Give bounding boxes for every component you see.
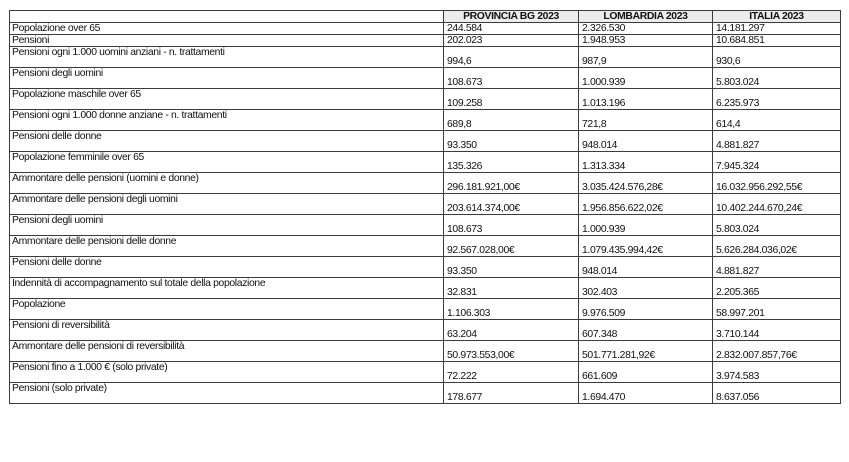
table-row: [10, 68, 841, 89]
table-row: [10, 110, 841, 131]
value-italia: 4.881.827: [713, 131, 841, 152]
value-lombardia: 948.014: [579, 131, 713, 152]
value-lombardia: 948.014: [579, 257, 713, 278]
value-italia: 930,6: [713, 47, 841, 68]
value-italia: 4.881.827: [713, 257, 841, 278]
value-provincia-bg: 93.350: [444, 131, 579, 152]
value-lombardia: 721,8: [579, 110, 713, 131]
value-italia: 10.402.244.670,24€: [713, 194, 841, 215]
table-header-row: [10, 11, 841, 23]
value-provincia-bg: 109.258: [444, 89, 579, 110]
row-label: Pensioni (solo private): [10, 383, 444, 404]
row-label: Pensioni degli uomini: [10, 215, 444, 236]
value-italia: 6.235.973: [713, 89, 841, 110]
row-label: Ammontare delle pensioni degli uomini: [10, 194, 444, 215]
table-row: [10, 257, 841, 278]
value-provincia-bg: 689,8: [444, 110, 579, 131]
row-label: Ammontare delle pensioni (uomini e donne): [10, 173, 444, 194]
value-provincia-bg: 72.222: [444, 362, 579, 383]
value-lombardia: 9.976.509: [579, 299, 713, 320]
value-provincia-bg: 92.567.028,00€: [444, 236, 579, 257]
value-italia: 10.684.851: [713, 35, 841, 47]
table-row: [10, 215, 841, 236]
value-lombardia: 987,9: [579, 47, 713, 68]
table-row: [10, 152, 841, 173]
value-provincia-bg: 1.106.303: [444, 299, 579, 320]
row-label: Pensioni delle donne: [10, 257, 444, 278]
value-provincia-bg: 50.973.553,00€: [444, 341, 579, 362]
header-provincia-bg: PROVINCIA BG 2023: [444, 11, 579, 23]
value-italia: 3.710.144: [713, 320, 841, 341]
header-italia: ITALIA 2023: [713, 11, 841, 23]
pension-statistics-table: [9, 10, 841, 404]
value-provincia-bg: 108.673: [444, 68, 579, 89]
value-lombardia: 661.609: [579, 362, 713, 383]
value-italia: 2.832.007.857,76€: [713, 341, 841, 362]
value-lombardia: 1.694.470: [579, 383, 713, 404]
row-label: Ammontare delle pensioni delle donne: [10, 236, 444, 257]
table-row: [10, 341, 841, 362]
table-row: [10, 278, 841, 299]
row-label: Popolazione over 65: [10, 23, 444, 35]
table-row: [10, 173, 841, 194]
row-label: Pensioni degli uomini: [10, 68, 444, 89]
row-label: Pensioni di reversibilità: [10, 320, 444, 341]
table-row: [10, 23, 841, 35]
value-lombardia: 607.348: [579, 320, 713, 341]
table-row: [10, 131, 841, 152]
table-row: [10, 383, 841, 404]
row-label: Popolazione: [10, 299, 444, 320]
value-lombardia: 302.403: [579, 278, 713, 299]
value-provincia-bg: 32.831: [444, 278, 579, 299]
value-provincia-bg: 296.181.921,00€: [444, 173, 579, 194]
table-row: [10, 362, 841, 383]
table-row: [10, 89, 841, 110]
row-label: Pensioni ogni 1.000 donne anziane - n. trattamenti: [10, 110, 444, 131]
value-italia: 5.803.024: [713, 68, 841, 89]
row-label: Pensioni fino a 1.000 € (solo private): [10, 362, 444, 383]
value-lombardia: 1.013.196: [579, 89, 713, 110]
value-lombardia: 1.313.334: [579, 152, 713, 173]
value-italia: 16.032.956.292,55€: [713, 173, 841, 194]
table-row: [10, 35, 841, 47]
value-lombardia: 501.771.281,92€: [579, 341, 713, 362]
table-row: [10, 47, 841, 68]
value-provincia-bg: 203.614.374,00€: [444, 194, 579, 215]
row-label: Pensioni ogni 1.000 uomini anziani - n. trattamenti: [10, 47, 444, 68]
row-label: Ammontare delle pensioni di reversibilità: [10, 341, 444, 362]
row-label: Popolazione maschile over 65: [10, 89, 444, 110]
value-lombardia: 1.956.856.622,02€: [579, 194, 713, 215]
value-italia: 2.205.365: [713, 278, 841, 299]
value-italia: 58.997.201: [713, 299, 841, 320]
table-row: [10, 236, 841, 257]
table-row: [10, 320, 841, 341]
value-lombardia: 1.079.435.994,42€: [579, 236, 713, 257]
value-provincia-bg: 244.584: [444, 23, 579, 35]
value-italia: 3.974.583: [713, 362, 841, 383]
value-italia: 5.803.024: [713, 215, 841, 236]
value-italia: 14.181.297: [713, 23, 841, 35]
table-row: [10, 299, 841, 320]
header-lombardia: LOMBARDIA 2023: [579, 11, 713, 23]
pension-statistics-sheet: [9, 10, 840, 404]
value-provincia-bg: 202.023: [444, 35, 579, 47]
value-lombardia: 1.000.939: [579, 215, 713, 236]
value-lombardia: 2.326.530: [579, 23, 713, 35]
value-italia: 8.637.056: [713, 383, 841, 404]
value-provincia-bg: 135.326: [444, 152, 579, 173]
value-provincia-bg: 93.350: [444, 257, 579, 278]
row-label: Indennità di accompagnamento sul totale della popolazione: [10, 278, 444, 299]
value-provincia-bg: 178.677: [444, 383, 579, 404]
row-label: Pensioni: [10, 35, 444, 47]
row-label: Pensioni delle donne: [10, 131, 444, 152]
value-lombardia: 1.948.953: [579, 35, 713, 47]
row-label: Popolazione femminile over 65: [10, 152, 444, 173]
value-italia: 614,4: [713, 110, 841, 131]
value-provincia-bg: 63.204: [444, 320, 579, 341]
value-italia: 7.945.324: [713, 152, 841, 173]
value-lombardia: 1.000.939: [579, 68, 713, 89]
value-provincia-bg: 108.673: [444, 215, 579, 236]
value-italia: 5.626.284.036,02€: [713, 236, 841, 257]
table-row: [10, 194, 841, 215]
value-provincia-bg: 994,6: [444, 47, 579, 68]
value-lombardia: 3.035.424.576,28€: [579, 173, 713, 194]
header-label-column: [10, 11, 444, 23]
